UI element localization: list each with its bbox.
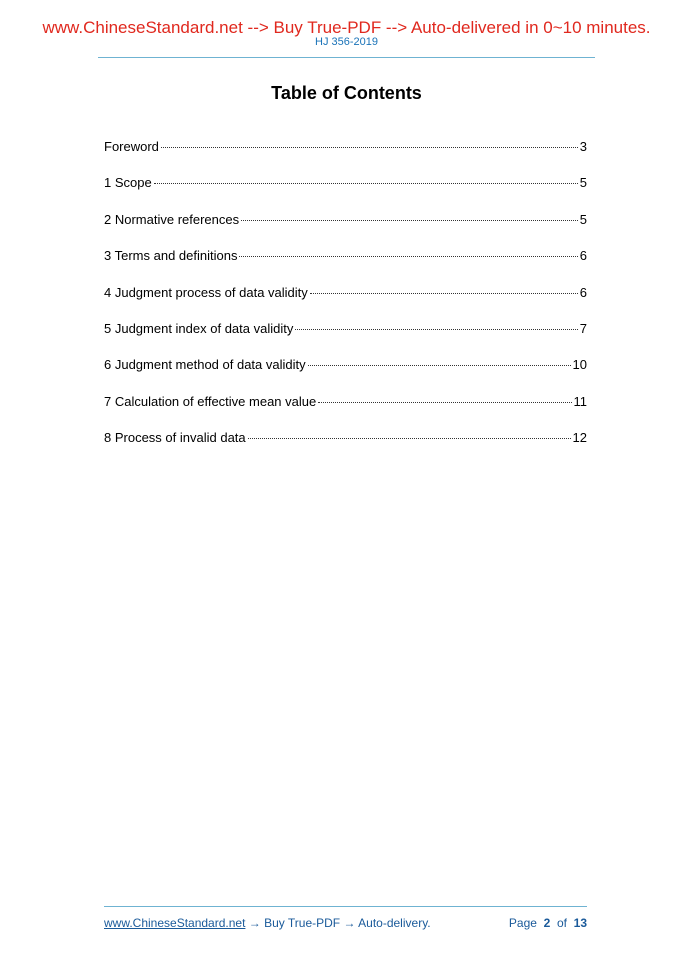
toc-leader-dots: [239, 256, 577, 257]
document-code: HJ 356-2019: [315, 36, 378, 48]
of-word: of: [556, 916, 567, 930]
toc-leader-dots: [161, 147, 578, 148]
current-page-number: 2: [543, 916, 551, 930]
toc-entry-label: 3 Terms and definitions: [104, 248, 238, 264]
page-word: Page: [508, 916, 537, 930]
toc-entry-label: 5 Judgment index of data validity: [104, 320, 294, 336]
toc-entry-label: 1 Scope: [104, 175, 152, 191]
toc-entry-label: 6 Judgment method of data validity: [104, 357, 306, 373]
toc-entry-terms-definitions[interactable]: [104, 247, 587, 283]
arrow-right-icon: →: [343, 916, 356, 930]
toc-entry-label: 7 Calculation of effective mean value: [104, 393, 317, 409]
header-divider: [98, 57, 595, 58]
toc-entry-label: 4 Judgment process of data validity: [104, 284, 308, 300]
toc-entry-page: 11: [573, 393, 587, 409]
toc-entry-page: 6: [579, 284, 587, 300]
footer-buy-text: Buy True-PDF: [264, 916, 341, 930]
page-indicator: [509, 916, 587, 930]
toc-entry-label: Foreword: [104, 139, 159, 154]
toc-entry-scope[interactable]: [104, 174, 587, 210]
toc-leader-dots: [310, 293, 578, 294]
footer-links: [104, 916, 431, 930]
toc-leader-dots: [308, 365, 571, 366]
toc-title: Table of Contents: [271, 83, 422, 103]
toc-leader-dots: [248, 438, 571, 439]
toc-entry-page: 12: [572, 430, 587, 446]
toc-entry-judgment-method[interactable]: [104, 356, 587, 392]
toc-entry-page: 7: [579, 320, 587, 336]
toc-entry-page: 6: [579, 248, 587, 264]
footer-delivery-text: Auto-delivery.: [358, 916, 431, 930]
toc-entry-page: 3: [579, 139, 587, 154]
toc-entry-foreword[interactable]: [104, 138, 587, 174]
toc-entry-page: 5: [579, 211, 587, 227]
toc-leader-dots: [154, 183, 578, 184]
toc-entry-invalid-data[interactable]: [104, 429, 587, 465]
toc-entry-page: 5: [579, 175, 587, 191]
toc-leader-dots: [241, 220, 578, 221]
toc-leader-dots: [295, 329, 577, 330]
footer-site-link[interactable]: www.ChineseStandard.net: [104, 916, 246, 930]
top-banner[interactable]: www.ChineseStandard.net --> Buy True-PDF --> Auto-delivered in 0~10 minutes.: [42, 18, 651, 37]
footer-divider: [104, 906, 587, 907]
toc-list: [104, 138, 587, 466]
toc-entry-label: 8 Process of invalid data: [104, 430, 246, 446]
toc-leader-dots: [318, 402, 571, 403]
toc-entry-normative-references[interactable]: [104, 211, 587, 247]
arrow-right-icon: →: [248, 916, 261, 930]
toc-entry-label: 2 Normative references: [104, 211, 240, 227]
total-pages-number: 13: [573, 916, 587, 930]
toc-entry-judgment-index[interactable]: [104, 320, 587, 356]
toc-entry-judgment-process[interactable]: [104, 284, 587, 320]
toc-entry-effective-mean[interactable]: [104, 393, 587, 429]
toc-entry-page: 10: [572, 357, 587, 373]
